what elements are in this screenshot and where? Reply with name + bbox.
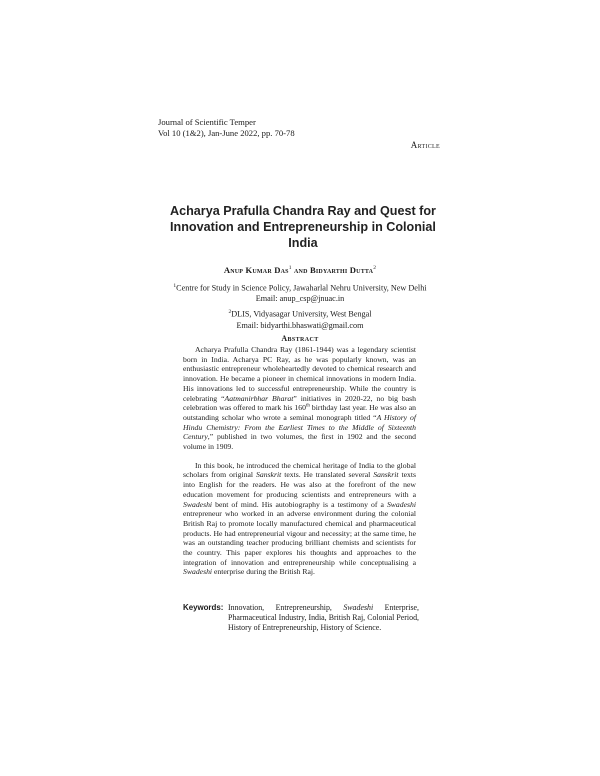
abstract-paragraph-2 (183, 461, 416, 577)
affiliation-2-mark: 2 (228, 309, 232, 315)
abstract-p2-italic-5: Swadeshi (183, 567, 213, 577)
abstract-p2-italic-2: Sanskrit (373, 470, 399, 480)
journal-name: Journal of Scientific Temper (158, 117, 256, 127)
abstract-p1-text-b: ” initiatives in 2020-22, no big bash celebration was offered to mark his 160 (183, 393, 417, 413)
keywords-list (228, 603, 419, 633)
keywords-italic: Swadeshi (343, 603, 374, 612)
author-1-name: Anup Kumar Das (223, 265, 289, 275)
author-1-mark: 1 (288, 265, 292, 272)
abstract-heading: Abstract (281, 334, 319, 343)
abstract-p1-italic-1: Aatmanirbhar Bharat (224, 393, 294, 403)
abstract-p2-text-c: texts into English for the readers. He was also at the forefront of the new education movement for producing scientists and entrepreneurs with a (183, 470, 416, 499)
abstract-p2-italic-4: Swadeshi (386, 499, 416, 509)
author-connector: and (294, 265, 308, 275)
affiliation-2 (160, 307, 440, 320)
affiliation-1 (160, 281, 440, 294)
abstract-body (183, 345, 416, 577)
abstract-p1-italic-2: A History of Hindu Chemistry: From the Earliest Times to the Middle of Sixteenth Century (183, 412, 416, 442)
article-type-label: Article (410, 140, 440, 150)
keywords-label: Keywords: (183, 603, 224, 612)
abstract-p2-text-f: enterprise during the British Raj. (212, 567, 315, 577)
affiliation-2-text: DLIS, Vidyasagar University, West Bengal (231, 309, 372, 319)
author-2-name: Bidyarthi Dutta (309, 265, 374, 275)
journal-info (158, 117, 295, 139)
abstract-p2-text-e: entrepreneur who worked in an adverse environment during the colonial British Raj to promote locally manufactured chemical and pharmaceutical products. He had entrepreneurial vigour and necessity; at the same time, he was an outstanding teacher producing brilliant chemists and scientists for the country. This paper explores his thoughts and approaches to the integration of innovation and entrepreneurship while conceptualising a (183, 509, 416, 567)
author-line (160, 265, 440, 275)
abstract-p1-text-c: birthday last year. He was also an outstanding scholar who wrote a seminal monograph titled “ (183, 403, 416, 422)
author-2-mark: 2 (373, 265, 377, 272)
paper-title: Acharya Prafulla Chandra Ray and Quest for Innovation and Entrepreneurship in Colonial India (170, 204, 436, 250)
keywords-text-a: Innovation, Entrepreneurship, (228, 603, 344, 612)
journal-volume: Vol 10 (1&2), Jan-June 2022, pp. 70-78 (158, 128, 295, 138)
abstract-paragraph-1 (183, 345, 416, 452)
affiliation-2-email: Email: bidyarthi.bhaswati@gmail.com (236, 321, 364, 330)
abstract-p2-text-d: bent of mind. His autobiography is a testimony of a (212, 499, 387, 509)
abstract-p2-text-a: In this book, he introduced the chemical heritage of India to the global scholars from original (183, 460, 416, 480)
affiliation-1-text: Centre for Study in Science Policy, Jawaharlal Nehru University, New Delhi (176, 283, 427, 293)
abstract-p2-italic-1: Sanskrit (256, 470, 282, 480)
affiliation-1-mark: 1 (173, 283, 177, 289)
keywords-block (183, 603, 419, 633)
affiliation-1-email: Email: anup_csp@jnuac.in (255, 294, 345, 303)
abstract-p2-italic-3: Swadeshi (183, 499, 213, 509)
abstract-p1-text-a: Acharya Prafulla Chandra Ray (1861-1944) was a legendary scientist born in India. Acharya PC Ray, as he was popularly known, was an enthusiastic entrepreneur wholeheartedly devoted to chemical research and innovation. He became a pioneer in chemical innovations in modern India. His innovations led to successful entrepreneurship. While the country is celebrating “ (183, 345, 416, 403)
keywords-text-b: Enterprise, Pharmaceutical Industry, India, British Raj, Colonial Period, History of Entrepreneurship, History of Science. (228, 603, 419, 632)
abstract-p1-text-d: ,” published in two volumes, the first in 1902 and the second volume in 1909. (183, 432, 416, 452)
abstract-p2-text-b: texts. He translated several (281, 470, 374, 480)
abstract-p1-superscript: th (305, 403, 310, 409)
